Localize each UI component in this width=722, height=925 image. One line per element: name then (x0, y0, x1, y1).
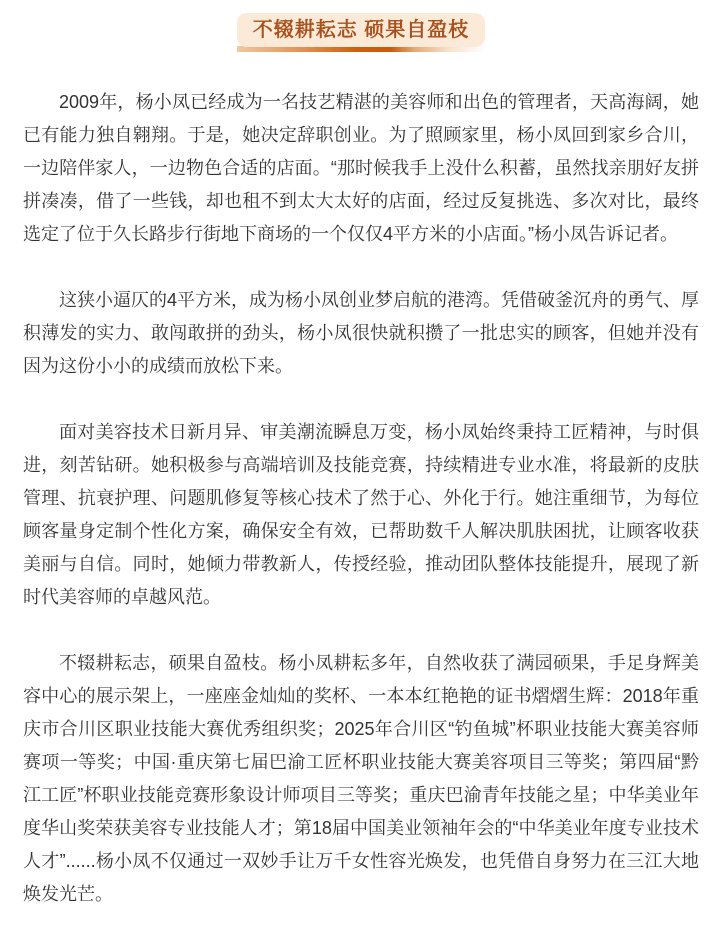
article-title: 不辍耕耘志 硕果自盈枝 (237, 13, 486, 47)
article-paragraph: 2009年，杨小凤已经成为一名技艺精湛的美容师和出色的管理者，天高海阔，她已有能力独自翱翔。于是，她决定辞职创业。为了照顾家里，杨小凤回到家乡合川，一边陪伴家人，一边物色合适的店面。“那时候我手上没什么积蓄，虽然找亲朋好友拼拼凑凑，借了一些钱，却也租不到太大太好的店面，经过反复挑选、多次对比，最终选定了位于久长路步行街地下商场的一个仅仅4平方米的小店面。”杨小凤告诉记者。 (23, 92, 699, 244)
article-paragraph: 这狭小逼仄的4平方米，成为杨小凤创业梦启航的港湾。凭借破釜沉舟的勇气、厚积薄发的实力、敢闯敢拼的劲头，杨小凤很快就积攒了一批忠实的顾客，但她并没有因为这份小小的成绩而放松下来。 (23, 290, 700, 376)
article-body (23, 86, 699, 911)
title-block (237, 13, 486, 52)
article-paragraph: 面对美容技术日新月异、审美潮流瞬息万变，杨小凤始终秉持工匠精神，与时俱进，刻苦钻研。她积极参与高端培训及技能竞赛，持续精进专业水准，将最新的皮肤管理、抗衰护理、问题肌修复等核心技术了然于心、外化于行。她注重细节，为每位顾客量身定制个性化方案，确保安全有效，已帮助数千人解决肌肤困扰，让顾客收获美丽与自信。同时，她倾力带教新人，传授经验，推动团队整体技能提升，展现了新时代美容师的卓越风范。 (23, 422, 699, 607)
article-paragraph: 不辍耕耘志，硕果自盈枝。杨小凤耕耘多年，自然收获了满园硕果，手足身辉美容中心的展示架上，一座座金灿灿的奖杯、一本本红艳艳的证书熠熠生辉：2018年重庆市合川区职业技能大赛优秀组织奖；2025年合川区“钓鱼城”杯职业技能大赛美容师赛项一等奖；中国·重庆第七届巴渝工匠杯职业技能大赛美容项目三等奖；第四届“黔江工匠”杯职业技能竞赛形象设计师项目三等奖；重庆巴渝青年技能之星；中华美业年度华山奖荣获美容专业技能人才；第18届中国美业领袖年会的“中华美业年度专业技术人才”......杨小凤不仅通过一双妙手让万千女性容光焕发，也凭借自身努力在三江大地焕发光芒。 (23, 653, 699, 904)
